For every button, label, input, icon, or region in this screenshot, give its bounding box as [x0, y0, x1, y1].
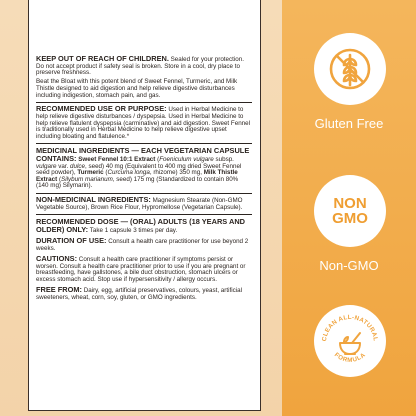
- wheat-crossed-icon: [322, 41, 378, 97]
- dose-heading: RECOMMENDED DOSE — (ORAL) ADULTS (18 YEARS AND OLDER) ONLY:: [36, 216, 246, 235]
- seal-ring-bottom-text: FORMULA: [332, 351, 368, 364]
- supplement-label-card: [28, 0, 261, 411]
- fennel-var: var.: [56, 162, 71, 170]
- cautions-heading: CAUTIONS:: [36, 254, 78, 264]
- label-intro-paragraph: Beat the Bloat with this potent blend of Sweet Fennel, Turmeric, and Milk Thistle designed to aid digestion and help relieve digestive disturbances including indigestion, stomach pain, and gas.: [36, 78, 238, 99]
- duration-heading: DURATION OF USE:: [36, 236, 107, 246]
- free-from-heading: FREE FROM:: [36, 285, 82, 295]
- non-gmo-mark: [332, 196, 368, 226]
- label-nonmedicinal-paragraph: [36, 196, 252, 211]
- milk-thistle-name: Milk Thistle Extract: [36, 169, 238, 183]
- keep-out-text: Sealed for your protection. Do not accept product if safety seal is broken. Store in a cool, dry place to preserve freshness.: [36, 56, 244, 77]
- dose-text: Take 1 capsule 3 times per day.: [88, 227, 178, 235]
- milk-thistle-latin: Silybum marianum: [61, 175, 113, 183]
- non-gmo-badge: [314, 175, 386, 247]
- turmeric-detail: , rhizome) 350 mg,: [149, 169, 202, 177]
- fennel-vulgare: vulgare: [36, 162, 57, 170]
- duration-text: Consult a health care practitioner for use beyond 2 weeks.: [36, 238, 249, 252]
- cautions-text: Consult a health care practitioner if symptoms persist or worsen. Consult a health care practitioner prior to use if you are pregnant or breastfeeding, have gallstones, a bile duct obstruction, stomach ulcers or excess stomach acid. Stop use if hypersensitivity / allergy occurs.: [36, 256, 246, 283]
- nonmedicinal-text: Magnesium Stearate (Non-GMO Vegetable Source), Brown Rice Flour, Hypromellose (Vegetarian Capsule).: [36, 197, 243, 211]
- label-medicinal-paragraph: [36, 147, 252, 191]
- gluten-free-label: Gluten Free: [314, 116, 384, 131]
- mortar-pestle-icon: [340, 333, 360, 354]
- label-free-from-paragraph: [36, 286, 252, 301]
- fennel-name: Sweet Fennel 10:1 Extract: [76, 156, 156, 164]
- fennel-dulce: dulce: [70, 162, 85, 170]
- label-cautions-paragraph: [36, 255, 252, 283]
- medicinal-heading: MEDICINAL INGREDIENTS — EACH VEGETARIAN CAPSULE CONTAINS:: [36, 145, 250, 164]
- free-from-text: Dairy, egg, artificial preservatives, colours, yeast, artificial sweeteners, wheat, corn, soy, gluten, or GMO ingredients.: [36, 287, 242, 301]
- nonmedicinal-heading: NON-MEDICINAL INGREDIENTS:: [36, 195, 151, 205]
- non-gmo-label: Non-GMO: [319, 258, 379, 273]
- label-duration-paragraph: [36, 237, 252, 252]
- label-use-paragraph: [36, 105, 252, 140]
- clean-formula-seal: [314, 305, 386, 377]
- fennel-detail: , seed) 40 mg (Equivalent to 400 mg dried Sweet Fennel seed powder),: [36, 162, 242, 177]
- label-divider: [36, 193, 252, 194]
- label-divider: [36, 214, 252, 215]
- clean-all-natural-badge: [314, 305, 386, 377]
- seal-ring-top-text: CLEAN ALL-NATURAL: [320, 313, 379, 342]
- turmeric-name: Turmeric: [75, 169, 104, 177]
- non-gmo-line1: NON: [333, 195, 367, 212]
- label-divider: [36, 102, 252, 103]
- fennel-subsp: subsp.: [213, 156, 234, 164]
- label-divider: [36, 143, 252, 144]
- label-dose-paragraph: [36, 218, 252, 235]
- milk-thistle-detail: , seed) 175 mg (Standardized to contain 80% (140 mg) Silymarin).: [36, 175, 239, 190]
- non-gmo-line2: GMO: [332, 210, 368, 227]
- turmeric-latin: Curcuma longa: [107, 169, 150, 177]
- turmeric-paren: (: [103, 169, 108, 177]
- milk-paren: (: [57, 175, 62, 183]
- fennel-latin: Foeniculum vulgare: [159, 156, 214, 164]
- label-keep-out-paragraph: [36, 55, 252, 77]
- fennel-paren: (: [155, 156, 160, 164]
- gluten-free-badge: [314, 33, 386, 105]
- keep-out-heading: KEEP OUT OF REACH OF CHILDREN.: [36, 54, 169, 63]
- use-text: Used in Herbal Medicine to help relieve digestive disturbances / dyspepsia. Used in Herbal Medicine to help relieve flatulent dyspepsia (carminative) and aid digestion. Sweet Fennel is traditionally used in Herbal Medicine to help relieve digestive upset including bloating and flatulence.*: [36, 106, 251, 140]
- use-heading: RECOMMENDED USE OR PURPOSE:: [36, 104, 167, 114]
